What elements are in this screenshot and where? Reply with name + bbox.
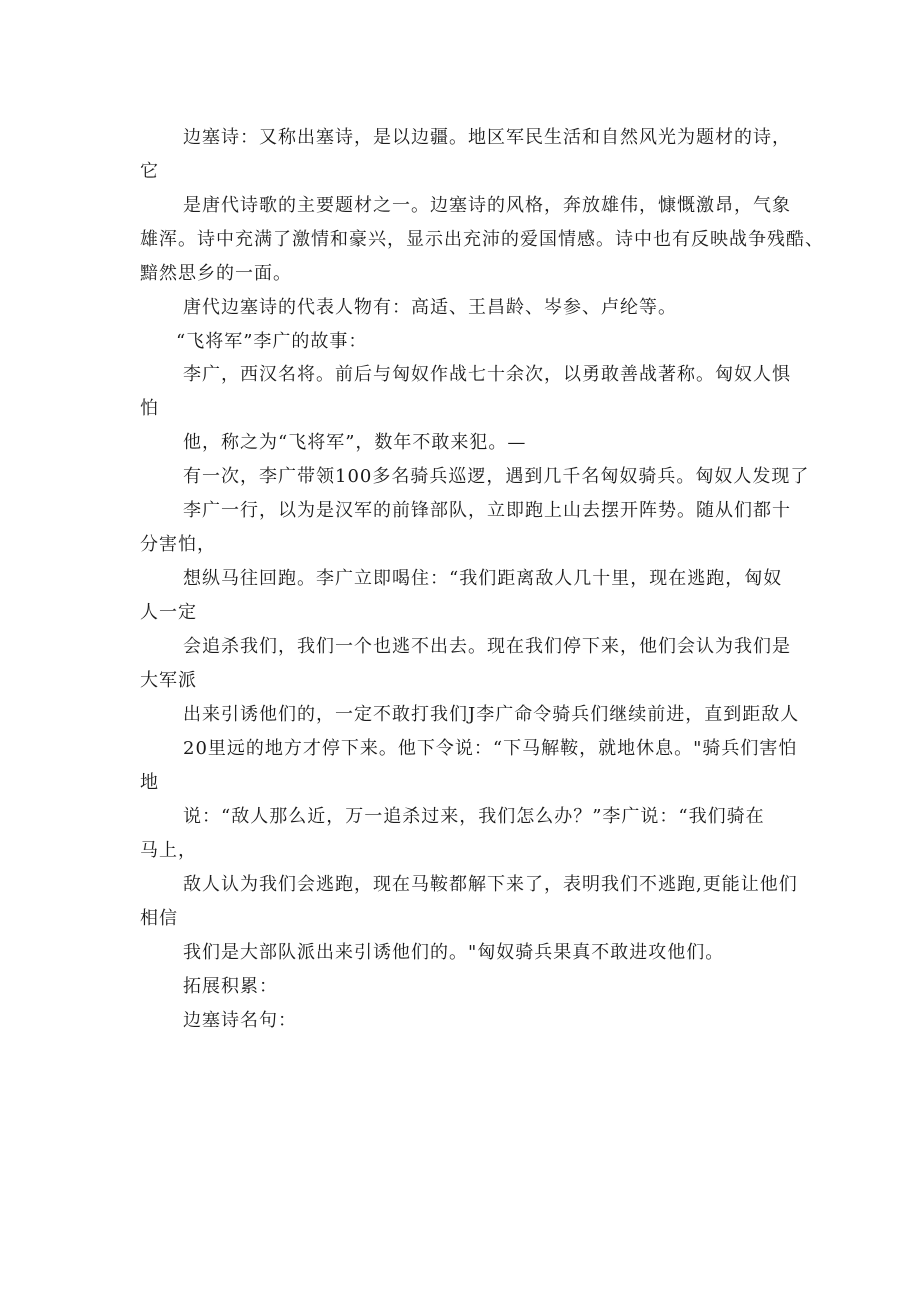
text-line: 地	[140, 772, 159, 793]
text-line: 唐代边塞诗的代表人物有：高适、王昌龄、岑参、卢纶等。	[183, 297, 677, 318]
text-line: 人一定	[140, 602, 197, 623]
text-line: 分害怕，	[140, 534, 216, 555]
text-line: 黯然思乡的一面。	[140, 263, 292, 284]
text-line: 会追杀我们，我们一个也逃不出去。现在我们停下来，他们会认为我们是	[183, 636, 791, 657]
text-line: 20里远的地方才停下来。他下令说：“下马解鞍，就地休息。"骑兵们害怕	[183, 738, 798, 759]
text-line: 他，称之为“飞将军”，数年不敢来犯。—	[183, 432, 527, 453]
text-line: 拓展积累：	[183, 976, 278, 997]
text-line: 李广，西汉名将。前后与匈奴作战七十余次，以勇敢善战著称。匈奴人惧	[183, 364, 791, 385]
text-line: 有一次，李广带领100多名骑兵巡逻，遇到几千名匈奴骑兵。匈奴人发现了	[183, 466, 810, 487]
text-line: 它	[140, 161, 159, 182]
text-line: 边塞诗名句：	[183, 1010, 297, 1031]
text-line: “飞将军”李广的故事：	[176, 331, 368, 352]
text-line: 说：“敌人那么近，万一追杀过来，我们怎么办？”李广说：“我们骑在	[183, 806, 765, 827]
text-line: 相信	[140, 908, 178, 929]
text-line: 李广一行，以为是汉军的前锋部队，立即跑上山去摆开阵势。随从们都十	[183, 500, 791, 521]
text-line: 马上，	[140, 840, 197, 861]
text-line: 敌人认为我们会逃跑，现在马鞍都解下来了，表明我们不逃跑,更能让他们	[183, 874, 798, 895]
text-line: 雄浑。诗中充满了激情和豪兴，显示出充沛的爱国情感。诗中也有反映战争残酷、	[140, 229, 824, 250]
text-line: 边塞诗：又称出塞诗，是以边疆。地区军民生活和自然风光为题材的诗，	[183, 127, 791, 148]
text-line: 怕	[140, 398, 159, 419]
text-line: 是唐代诗歌的主要题材之一。边塞诗的风格，奔放雄伟，慷慨激昂，气象	[183, 195, 791, 216]
text-line: 我们是大部队派出来引诱他们的。"匈奴骑兵果真不敢进攻他们。	[183, 942, 725, 963]
text-line: 出来引诱他们的，一定不敢打我们J李广命令骑兵们继续前进，直到距敌人	[183, 704, 800, 725]
text-line: 大军派	[140, 670, 197, 691]
text-line: 想纵马往回跑。李广立即喝住：“我们距离敌人几十里，现在逃跑，匈奴	[183, 568, 783, 589]
